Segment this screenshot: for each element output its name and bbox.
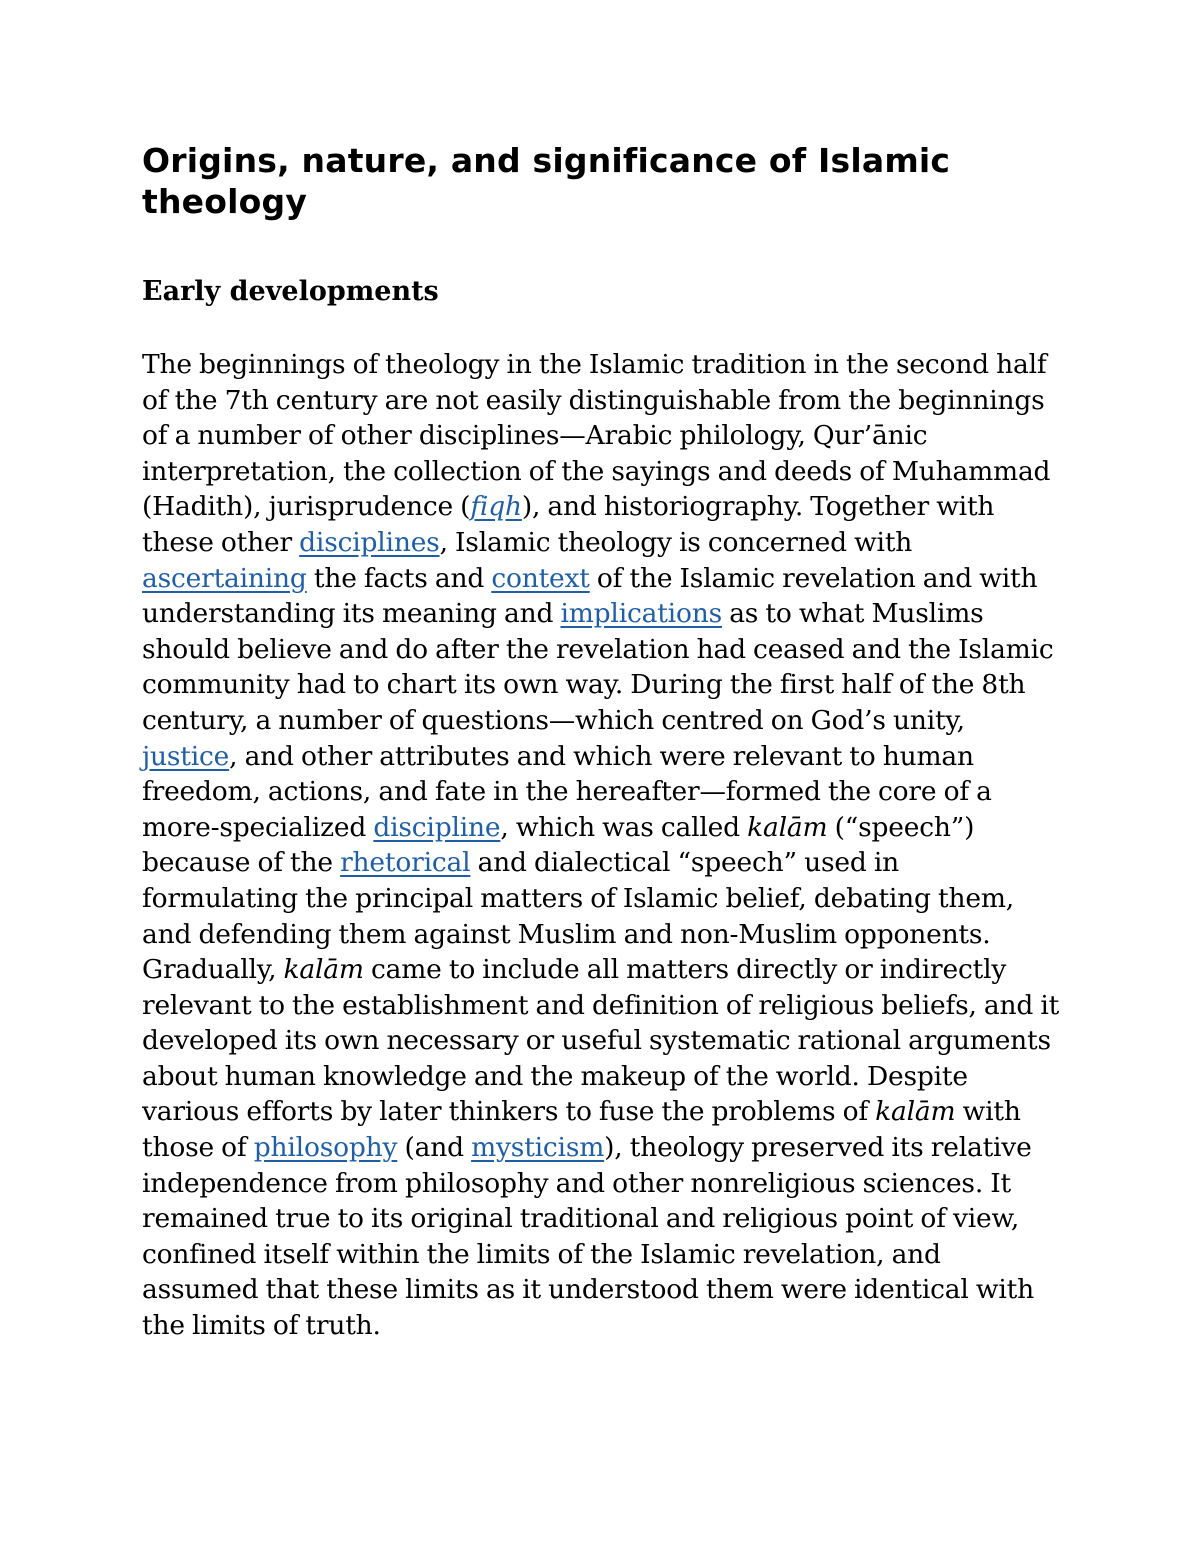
document-title: Origins, nature, and significance of Islamic theology: [142, 141, 951, 221]
term-kalam: kalām: [747, 811, 828, 843]
term-kalam: kalām: [875, 1096, 956, 1128]
link-mysticism[interactable]: mysticism: [471, 1132, 605, 1164]
link-rhetorical[interactable]: rhetorical: [340, 847, 471, 879]
paragraph-text: of the Islamic revelation and with understanding its meaning and: [142, 562, 1038, 630]
link-discipline[interactable]: discipline: [373, 811, 501, 843]
paragraph-text: , and other attributes and which were relevant to human freedom, actions, and fate in the hereafter—formed the core of a more-specialized: [142, 740, 992, 843]
link-justice[interactable]: justice: [142, 740, 230, 772]
paragraph-text: the facts and: [306, 562, 492, 594]
paragraph-text: The beginnings of theology in the Islamic tradition in the second half of the 7th century are not easily distinguishable from the beginnings of a number of other disciplines—Arabic philology, Qur’ānic interpretation, the collection of the sayings and deeds of Muhammad (Hadith), jurisprudence (: [142, 349, 1051, 523]
paragraph-text: , which was called: [500, 811, 748, 843]
link-philosophy[interactable]: philosophy: [253, 1132, 398, 1164]
document-page: [142, 140, 1062, 1344]
link-fiqh[interactable]: fiqh: [470, 491, 522, 523]
paragraph-text: as to what Muslims should believe and do after the revelation had ceased and the Islamic community had to chart its own way. During the first half of the 8th century, a number of questions—which centred on God’s unity,: [142, 598, 1054, 736]
link-context[interactable]: context: [491, 562, 590, 594]
paragraph-text: , Islamic theology is concerned with: [439, 526, 913, 558]
term-kalam: kalām: [283, 954, 364, 986]
body-paragraph: [142, 347, 1062, 1344]
paragraph-text: ), and historiography. Together with these other: [142, 491, 995, 558]
paragraph-text: with those of: [142, 1096, 1021, 1164]
link-disciplines[interactable]: disciplines: [299, 526, 440, 558]
paragraph-text: (“speech”) because of the: [142, 811, 975, 879]
paragraph-text: ), theology preserved its relative independence from philosophy and other nonreligious sciences. It remained true to its original traditional and religious point of view, confined itself within the limits of the Islamic revelation, and assumed that these limits as it understood them were identical with the limits of truth.: [142, 1132, 1034, 1342]
link-implications[interactable]: implications: [560, 598, 722, 630]
link-ascertaining[interactable]: ascertaining: [142, 562, 307, 594]
paragraph-text: came to include all matters directly or indirectly relevant to the establishment and definition of religious beliefs, and it developed its own necessary or useful systematic rational arguments about human knowledge and the makeup of the world. Despite various efforts by later thinkers to fuse the problems of: [142, 954, 1060, 1128]
paragraph-text: (and: [397, 1132, 472, 1164]
paragraph-text: and dialectical “speech” used in formulating the principal matters of Islamic belief, debating them, and defending them against Muslim and non-Muslim opponents. Gradually,: [142, 847, 1014, 986]
section-heading: Early developments: [142, 276, 439, 307]
